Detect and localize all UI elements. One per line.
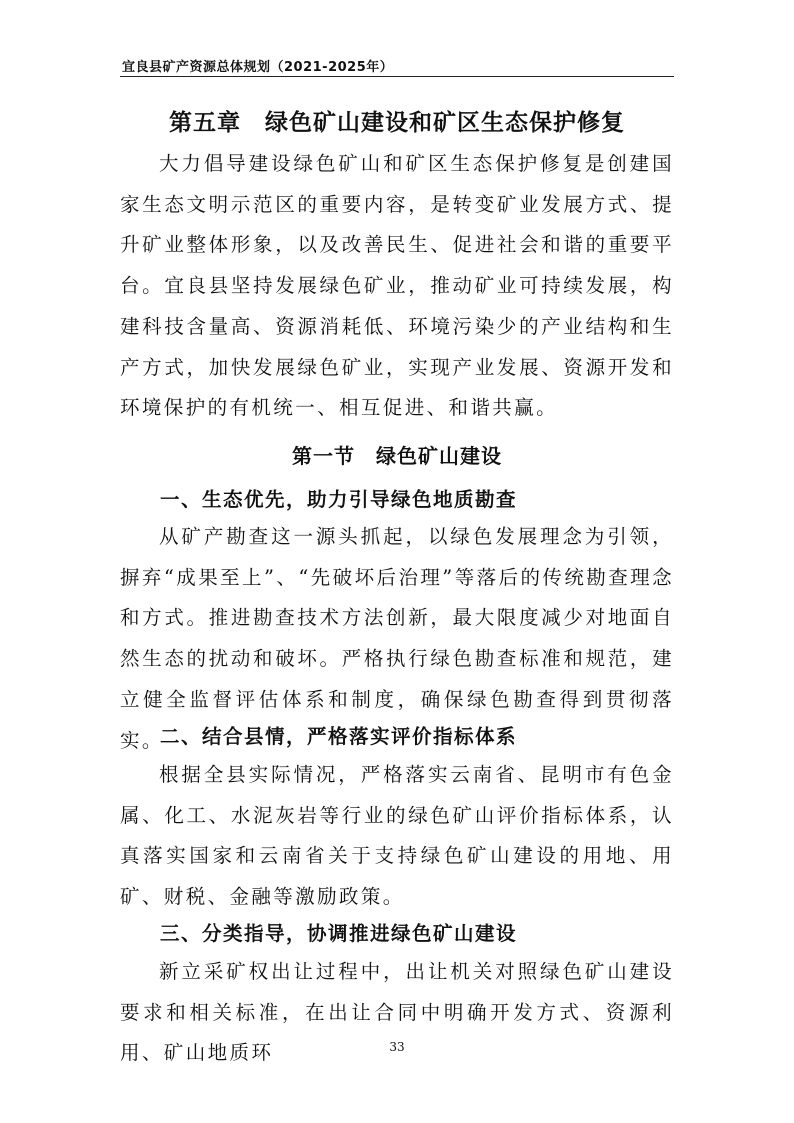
subheading-1: 一、生态优先，助力引导绿色地质勘查 <box>160 488 518 511</box>
section-title: 第一节 绿色矿山建设 <box>292 444 502 468</box>
page-number: 33 <box>389 1040 405 1054</box>
chapter-title: 第五章 绿色矿山建设和矿区生态保护修复 <box>169 110 625 136</box>
chapter-intro-paragraph: 大力倡导建设绿色矿山和矿区生态保护修复是创建国家生态文明示范区的重要内容，是转变矿业发展方式、提升矿业整体形象，以及改善民生、促进社会和谐的重要平台。宜良县坚持发展绿色矿业，推动矿业可持续发展，构建科技含量高、资源消耗低、环境污染少的产业结构和生产方式，加快发展绿色矿业，实现产业发展、资源开发和环境保护的有机统一、相互促进、和谐共赢。 <box>120 152 674 420</box>
paragraph-2: 根据全县实际情况，严格落实云南省、昆明市有色金属、化工、水泥灰岩等行业的绿色矿山评价指标体系，认真落实国家和云南省关于支持绿色矿山建设的用地、用矿、财税、金融等激励政策。 <box>120 763 674 909</box>
header-rule <box>120 76 674 77</box>
paragraph-1: 从矿产勘查这一源头抓起，以绿色发展理念为引领，摒弃“成果至上”、“先破坏后治理”等落后的传统勘查理念和方式。推进勘查技术方法创新，最大限度减少对地面自然生态的扰动和破坏。严格执行绿色勘查标准和规范，建立健全监督评估体系和制度，确保绿色勘查得到贯彻落实。 <box>120 525 674 752</box>
subheading-2: 二、结合县情，严格落实评价指标体系 <box>160 725 518 748</box>
paragraph-3: 新立采矿权出让过程中，出让机关对照绿色矿山建设要求和相关标准，在出让合同中明确开发方式、资源利用、矿山地质环 <box>120 960 674 1065</box>
running-header: 宜良县矿产资源总体规划（2021-2025年） <box>122 60 394 75</box>
subheading-3: 三、分类指导，协调推进绿色矿山建设 <box>160 922 518 945</box>
